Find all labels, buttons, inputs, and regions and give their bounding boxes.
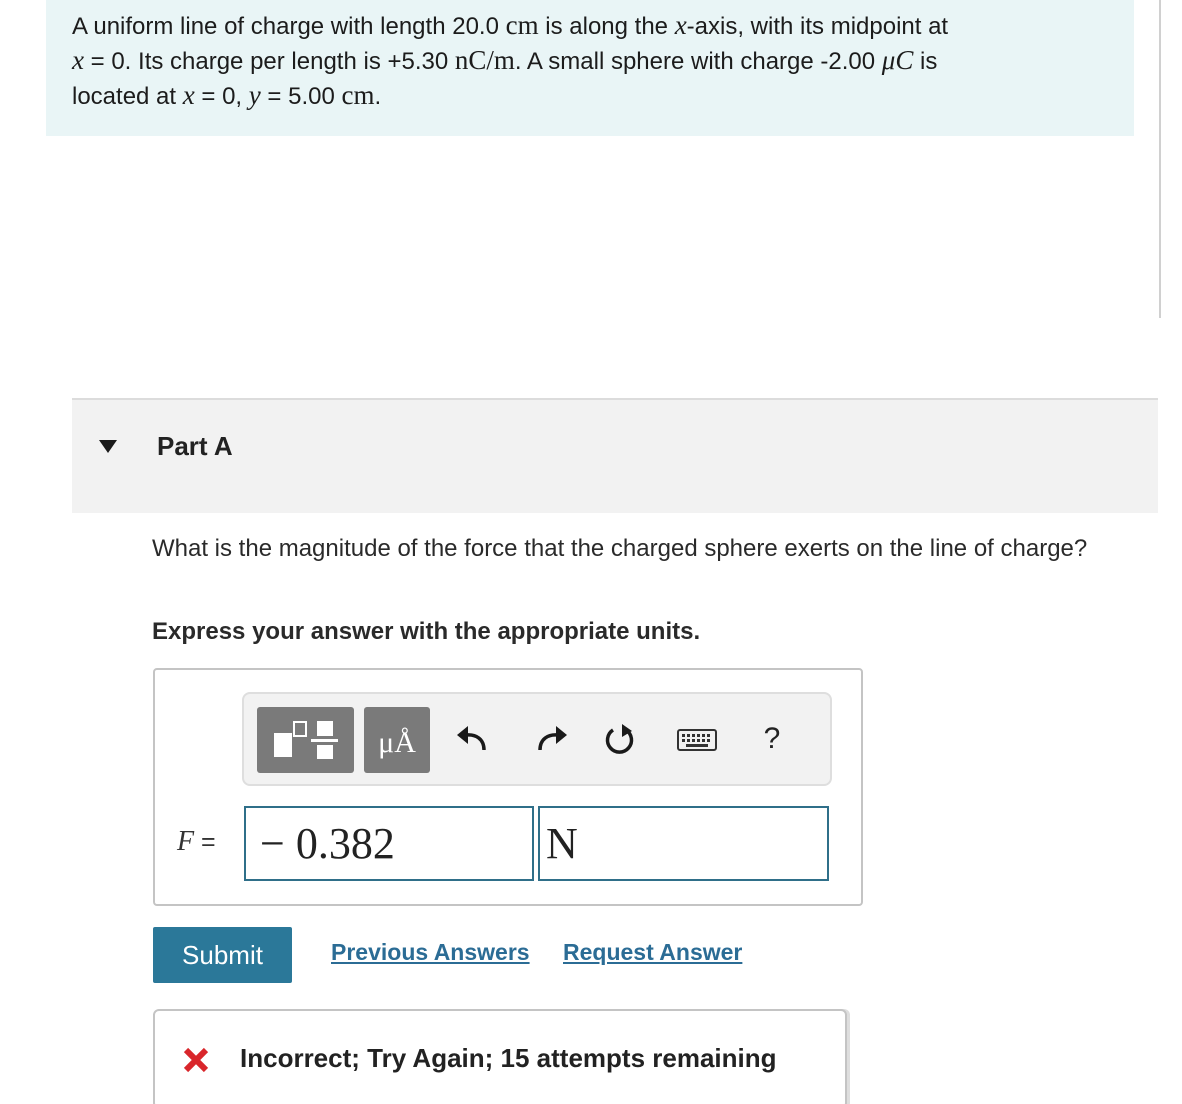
answer-variable: F xyxy=(177,826,195,857)
problem-text: = 0, xyxy=(194,83,249,110)
submit-button[interactable]: Submit xyxy=(153,927,292,983)
answer-variable-label xyxy=(177,826,216,858)
undo-icon[interactable] xyxy=(454,722,490,758)
problem-line-2 xyxy=(72,43,1108,78)
templates-button[interactable] xyxy=(257,707,354,773)
problem-unit: μC xyxy=(881,45,914,75)
problem-variable: x xyxy=(182,80,195,110)
math-toolbar xyxy=(242,692,832,786)
answer-value-input[interactable]: − 0.382 xyxy=(244,806,534,881)
templates-icon xyxy=(257,707,354,773)
problem-variable: x xyxy=(72,45,84,75)
problem-variable: y xyxy=(248,80,261,110)
answer-box xyxy=(153,668,863,906)
units-button[interactable]: μÅ xyxy=(364,707,430,773)
problem-text: is along the xyxy=(538,13,675,40)
part-title: Part A xyxy=(157,431,233,461)
problem-text: -axis, with its midpoint at xyxy=(686,13,949,40)
feedback-text: Incorrect; Try Again; 15 attempts remaining xyxy=(240,1043,777,1073)
problem-line-1 xyxy=(72,8,1108,43)
part-a-header[interactable] xyxy=(72,398,1158,513)
problem-text: located at xyxy=(72,83,183,110)
problem-text: . xyxy=(374,83,382,110)
question-text: What is the magnitude of the force that the charged sphere exerts on the line of charge? xyxy=(152,535,1088,562)
redo-icon[interactable] xyxy=(534,722,570,758)
problem-text: is xyxy=(913,48,938,75)
problem-text: A uniform line of charge with length 20.0 xyxy=(72,13,506,40)
incorrect-x-icon xyxy=(181,1045,211,1075)
problem-variable: x xyxy=(674,10,687,40)
problem-text: = 5.00 xyxy=(260,83,342,110)
instruction-text: Express your answer with the appropriate units. xyxy=(152,618,701,645)
scroll-divider xyxy=(1159,0,1161,318)
problem-unit: cm xyxy=(505,10,539,40)
problem-statement xyxy=(46,0,1134,136)
answer-unit-input[interactable]: N xyxy=(538,806,829,881)
collapse-triangle-icon[interactable] xyxy=(99,440,117,453)
problem-text: . A small sphere with charge -2.00 xyxy=(514,48,882,75)
keyboard-icon[interactable] xyxy=(676,722,718,758)
request-answer-link[interactable]: Request Answer xyxy=(563,939,743,965)
problem-line-3 xyxy=(72,78,1108,113)
equals-sign: = xyxy=(194,828,216,856)
problem-unit: cm xyxy=(341,80,375,110)
problem-text: = 0. Its charge per length is +5.30 xyxy=(83,48,455,75)
previous-answers-link[interactable]: Previous Answers xyxy=(331,939,530,965)
reset-icon[interactable] xyxy=(602,722,638,758)
feedback-box xyxy=(153,1009,847,1104)
help-icon[interactable]: ? xyxy=(763,722,781,755)
problem-unit: nC/m xyxy=(454,45,515,75)
